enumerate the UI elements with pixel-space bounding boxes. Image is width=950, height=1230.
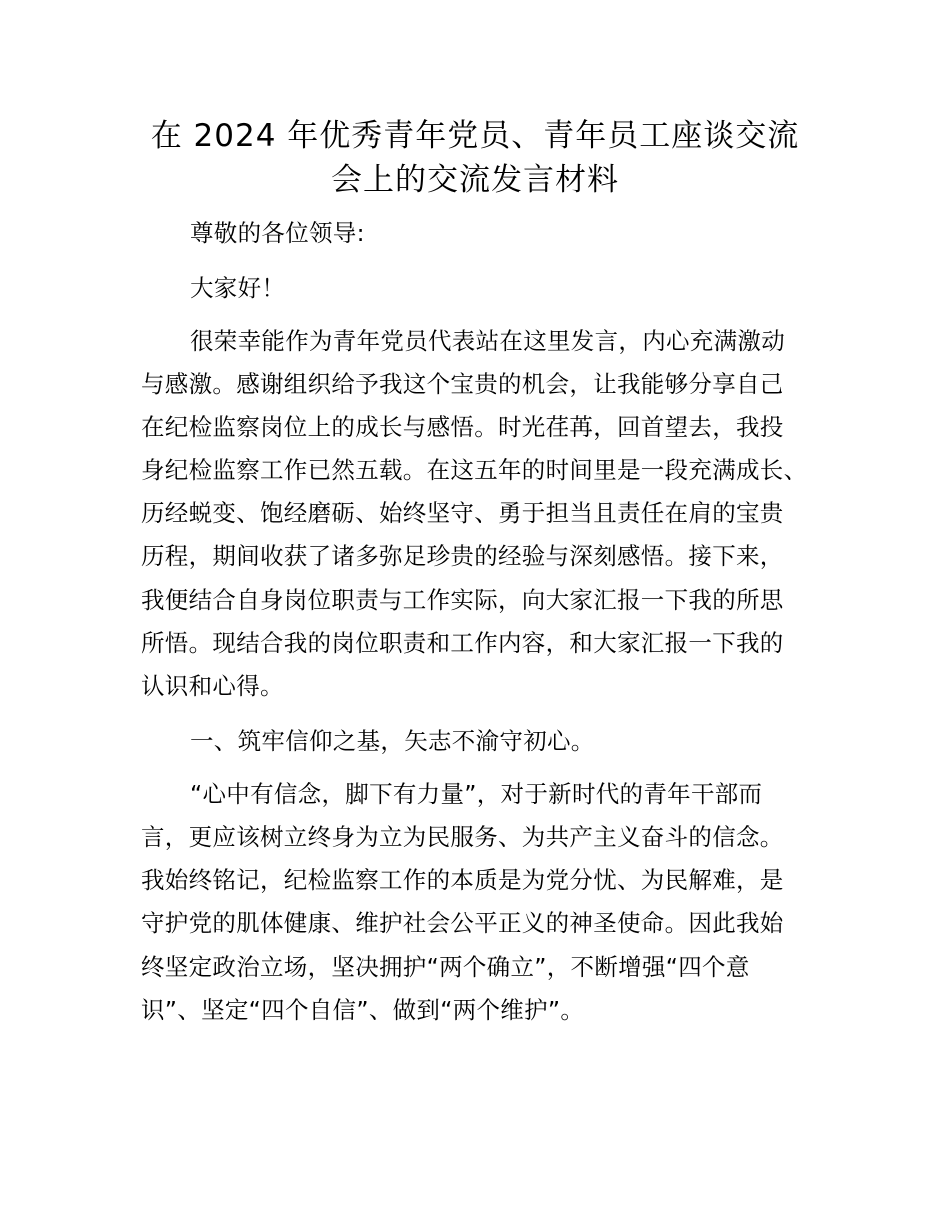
paragraph-line: 守护党的肌体健康、维护社会公平正义的神圣使命。因此我始 xyxy=(141,909,784,937)
paragraph-line: 识”、坚定“四个自信”、做到“两个维护”。 xyxy=(141,996,585,1024)
paragraph-line: 身纪检监察工作已然五载。在这五年的时间里是一段充满成长、 xyxy=(141,456,808,484)
paragraph-line: 历程，期间收获了诸多弥足珍贵的经验与深刻感悟。接下来， xyxy=(141,542,784,570)
paragraph-line: “心中有信念，脚下有力量”，对于新时代的青年干部而 xyxy=(190,780,763,808)
paragraph-line: 很荣幸能作为青年党员代表站在这里发言，内心充满激动 xyxy=(190,327,785,355)
paragraph-line: 历经蜕变、饱经磨砺、始终坚守、勇于担当且责任在肩的宝贵 xyxy=(141,499,784,527)
paragraph-line: 我始终铭记，纪检监察工作的本质是为党分忧、为民解难，是 xyxy=(141,866,784,894)
paragraph-line: 在纪检监察岗位上的成长与感悟。时光荏苒，回首望去，我投 xyxy=(141,413,784,441)
document-title-line-1: 在 2024 年优秀青年党员、青年员工座谈交流 xyxy=(150,118,800,154)
section-heading-1: 一、筑牢信仰之基，矢志不渝守初心。 xyxy=(190,727,595,755)
greeting: 大家好！ xyxy=(190,274,286,302)
paragraph-line: 认识和心得。 xyxy=(141,672,284,700)
paragraph-line: 与感激。感谢组织给予我这个宝贵的机会，让我能够分享自己 xyxy=(141,370,784,398)
paragraph-line: 终坚定政治立场，坚决拥护“两个确立”，不断增强“四个意 xyxy=(141,953,750,981)
salutation: 尊敬的各位领导: xyxy=(190,219,365,247)
paragraph-line: 我便结合自身岗位职责与工作实际，向大家汇报一下我的所思 xyxy=(141,586,784,614)
paragraph-line: 所悟。现结合我的岗位职责和工作内容，和大家汇报一下我的 xyxy=(141,629,784,657)
document-title-line-2: 会上的交流发言材料 xyxy=(331,162,619,198)
paragraph-line: 言，更应该树立终身为立为民服务、为共产主义奋斗的信念。 xyxy=(141,823,784,851)
